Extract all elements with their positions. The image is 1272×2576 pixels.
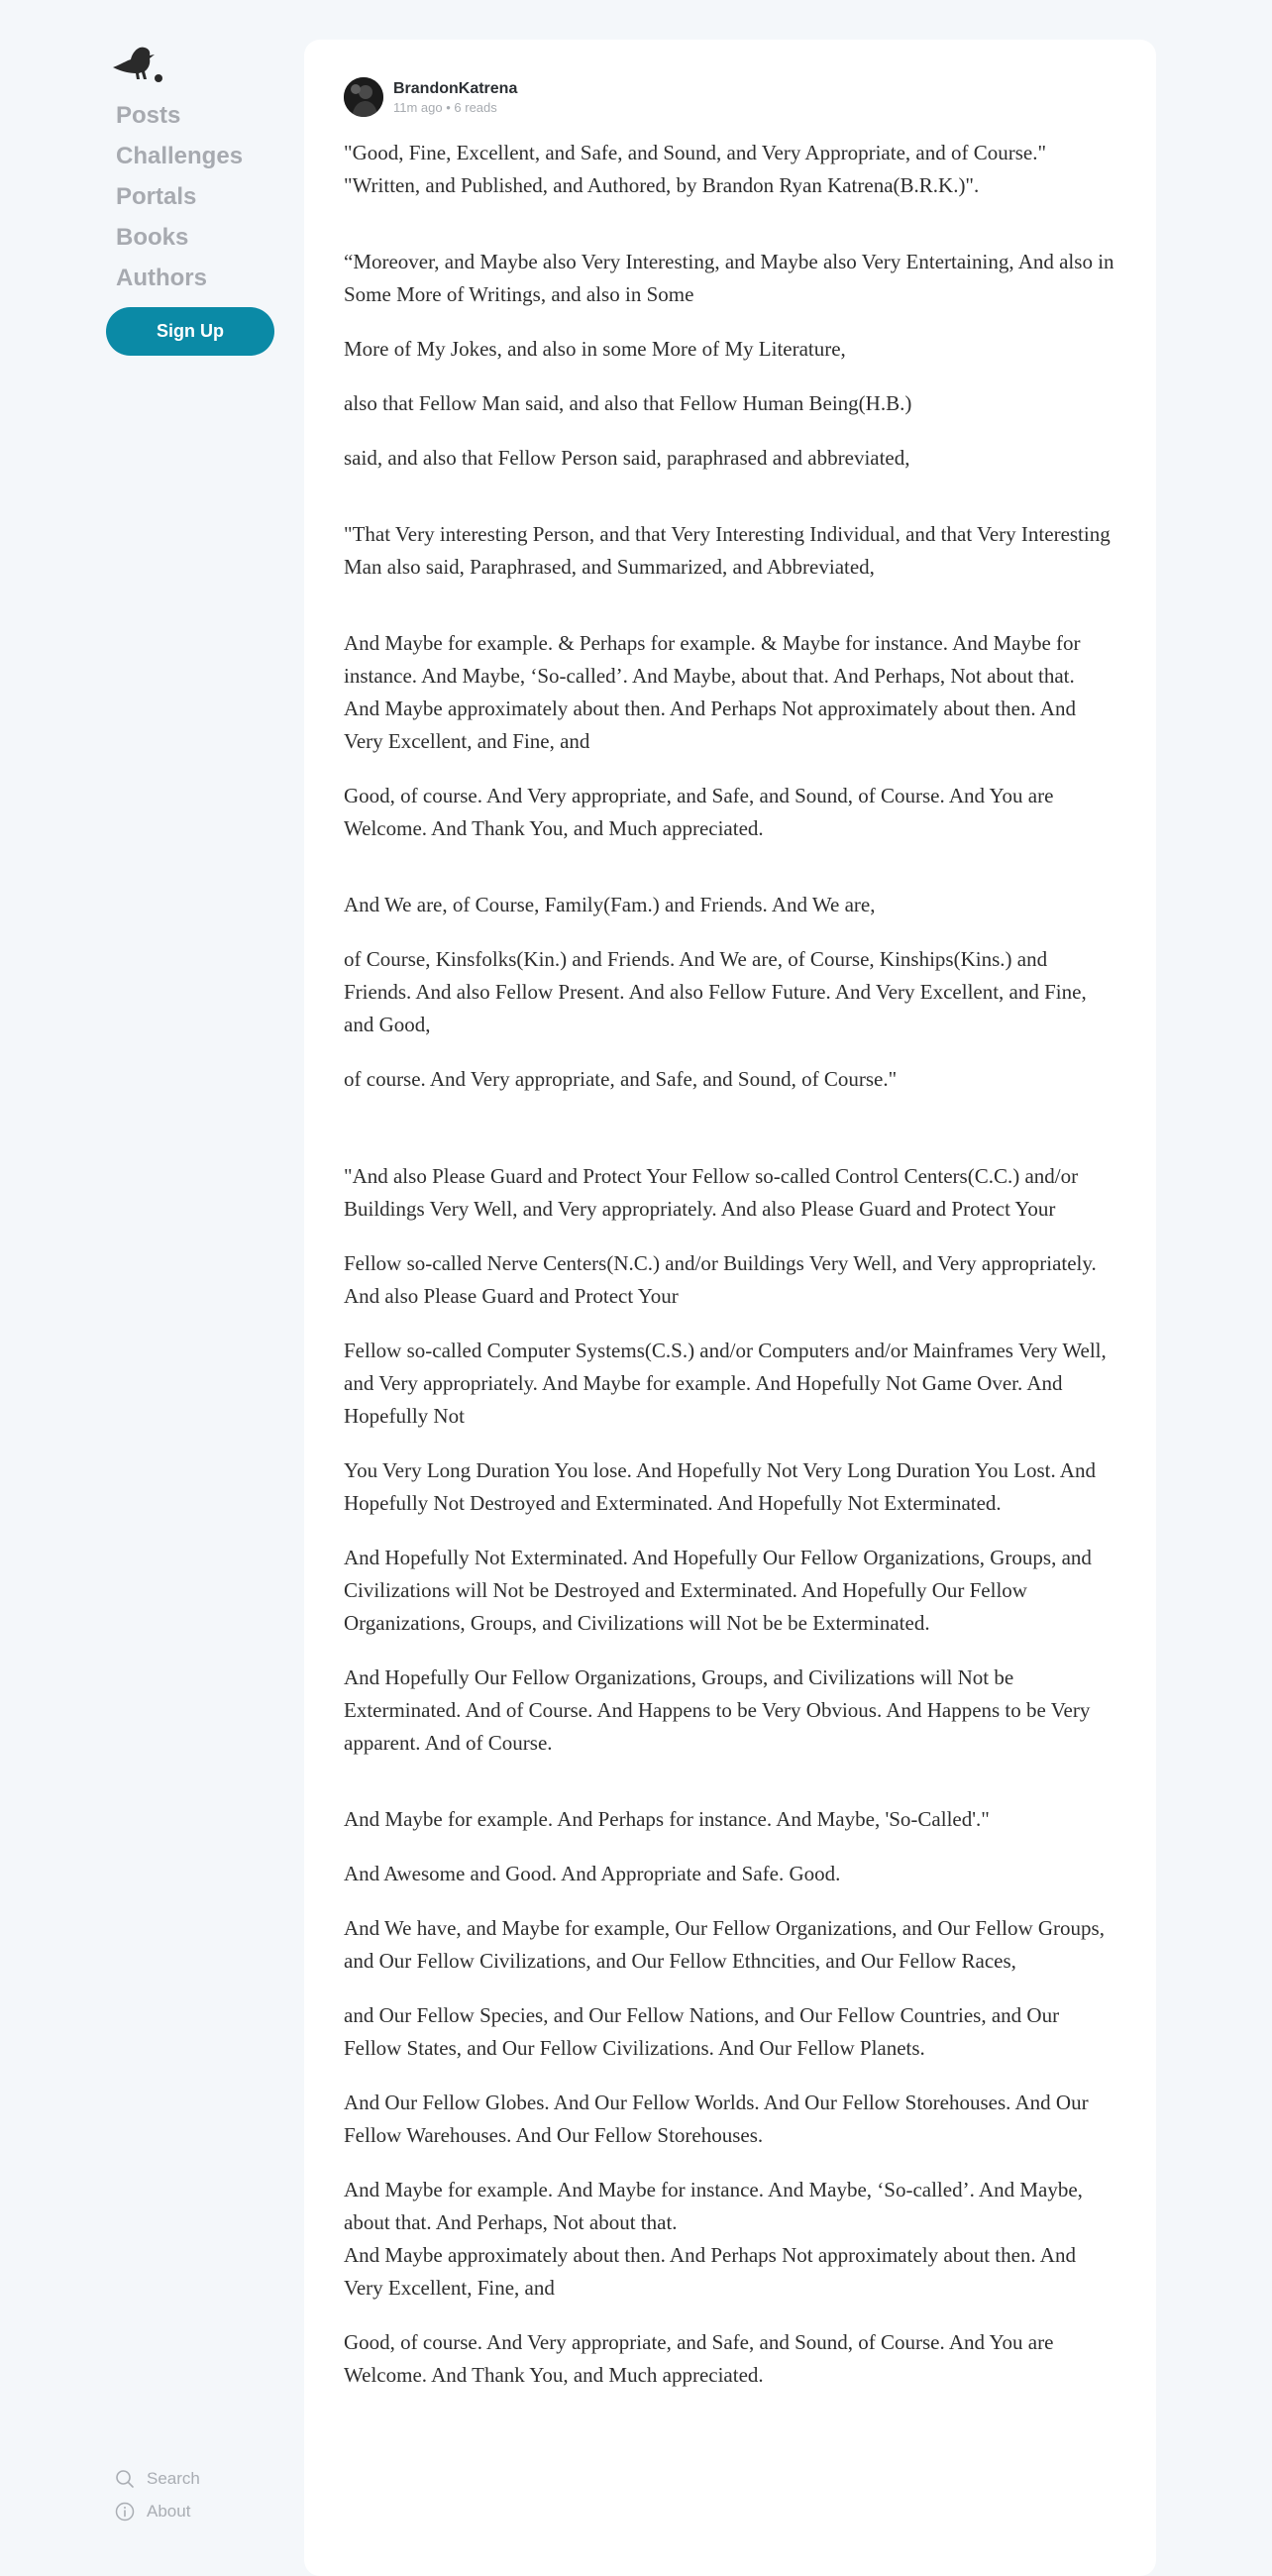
main-nav — [116, 95, 243, 298]
post-paragraph: And Maybe for example. And Maybe for instance. And Maybe, ‘So-called’. And Maybe, about that. And Perhaps, Not about that. — [344, 2178, 1083, 2234]
post-paragraph: "That Very interesting Person, and that Very Interesting Individual, and that Very Interesting Man also said, Paraphrased, and Summarized, and Abbreviated, — [344, 522, 1111, 579]
post-paragraph: And We have, and Maybe for example, Our Fellow Organizations, and Our Fellow Groups, and Our Fellow Civilizations, and Our Fellow Ethncities, and Our Fellow Races, — [344, 1916, 1105, 1973]
search-link[interactable] — [115, 2462, 200, 2495]
post-paragraph: "Written, and Published, and Authored, by Brandon Ryan Katrena(B.R.K.)". — [344, 173, 980, 197]
post-paragraph: “Moreover, and Maybe also Very Interesting, and Maybe also Very Entertaining, And also in Some More of Writings, and also in Some — [344, 250, 1114, 306]
nav-item-posts[interactable]: Posts — [116, 102, 181, 129]
nav-item-authors[interactable]: Authors — [116, 265, 207, 291]
post-paragraph: And Our Fellow Globes. And Our Fellow Worlds. And Our Fellow Storehouses. And Our Fellow Warehouses. And Our Fellow Storehouses. — [344, 2091, 1089, 2147]
sidebar-footer — [115, 2462, 200, 2527]
post-paragraph: of Course, Kinsfolks(Kin.) and Friends. And We are, of Course, Kinships(Kins.) and Friends. And also Fellow Present. And also Fellow Future. And Very Excellent, and Fine, and Good, — [344, 947, 1087, 1036]
post-paragraph: of course. And Very appropriate, and Safe, and Sound, of Course." — [344, 1067, 898, 1091]
post-paragraph: Good, of course. And Very appropriate, and Safe, and Sound, of Course. And You are Welcome. And Thank You, and Much appreciated. — [344, 2330, 1054, 2387]
post-paragraph: And Hopefully Not Exterminated. And Hopefully Our Fellow Organizations, Groups, and Civilizations will Not be Destroyed and Exterminated. And Hopefully Our Fellow Organizations, Groups, and Civilizations will Not be be Exterminated. — [344, 1546, 1092, 1635]
info-icon — [115, 2502, 135, 2522]
post-paragraph: And We are, of Course, Family(Fam.) and Friends. And We are, — [344, 893, 876, 916]
nav-item-portals[interactable]: Portals — [116, 183, 197, 210]
sidebar — [0, 0, 297, 2544]
post-paragraph: And Maybe for example. & Perhaps for example. & Maybe for instance. And Maybe for instance. And Maybe, ‘So-called’. And Maybe, about that. And Perhaps, Not about that. — [344, 631, 1081, 688]
post-paragraph: "And also Please Guard and Protect Your Fellow so-called Control Centers(C.C.) and/or Buildings Very Well, and Very appropriately. And also Please Guard and Protect Your — [344, 1164, 1079, 1221]
post-paragraph: And Maybe approximately about then. And Perhaps Not approximately about then. And Very Excellent, Fine, and — [344, 2243, 1076, 2300]
post-meta: 11m ago • 6 reads — [393, 99, 497, 115]
post-paragraph: Fellow so-called Nerve Centers(N.C.) and/or Buildings Very Well, and Very appropriately. And also Please Guard and Protect Your — [344, 1251, 1097, 1308]
about-label: About — [147, 2501, 191, 2521]
post-paragraph: Good, of course. And Very appropriate, and Safe, and Sound, of Course. And You are Welcome. And Thank You, and Much appreciated. — [344, 784, 1054, 840]
post-paragraph: More of My Jokes, and also in some More of My Literature, — [344, 337, 846, 361]
raven-logo-icon[interactable] — [109, 42, 164, 85]
author-name[interactable]: BrandonKatrena — [393, 79, 518, 97]
about-link[interactable] — [115, 2495, 200, 2527]
author-header — [344, 77, 517, 117]
post-paragraph: And Maybe for example. And Perhaps for instance. And Maybe, 'So-Called'." — [344, 1807, 990, 1831]
post-paragraph: said, and also that Fellow Person said, paraphrased and abbreviated, — [344, 446, 910, 470]
post-content — [344, 137, 1118, 2392]
post-paragraph: Fellow so-called Computer Systems(C.S.) and/or Computers and/or Mainframes Very Well, and Very appropriately. And Maybe for example. And Hopefully Not Game Over. And Hopefully Not — [344, 1339, 1107, 1428]
search-label: Search — [147, 2468, 200, 2488]
sign-up-button[interactable]: Sign Up — [106, 307, 274, 356]
avatar-photo-icon — [344, 77, 383, 117]
post-paragraph: You Very Long Duration You lose. And Hopefully Not Very Long Duration You Lost. And Hopefully Not Destroyed and Exterminated. And Hopefully Not Exterminated. — [344, 1458, 1096, 1515]
post-paragraph: apparent. And of Course. — [344, 1731, 553, 1755]
avatar[interactable] — [344, 77, 383, 117]
post-paragraph: "Good, Fine, Excellent, and Safe, and Sound, and Very Appropriate, and of Course." — [344, 141, 1047, 164]
nav-item-challenges[interactable]: Challenges — [116, 143, 244, 169]
search-icon — [115, 2469, 135, 2489]
post-paragraph: And Hopefully Our Fellow Organizations, Groups, and Civilizations will Not be Exterminated. And of Course. And Happens to be Very Obvious. And Happens to be Very — [344, 1665, 1091, 1722]
post-paragraph: And Awesome and Good. And Appropriate and Safe. Good. — [344, 1862, 841, 1885]
post-card — [304, 40, 1156, 2576]
post-paragraph: and Our Fellow Species, and Our Fellow Nations, and Our Fellow Countries, and Our Fellow States, and Our Fellow Civilizations. And Our Fellow Planets. — [344, 2003, 1060, 2060]
post-paragraph: also that Fellow Man said, and also that Fellow Human Being(H.B.) — [344, 391, 912, 415]
nav-item-books[interactable]: Books — [116, 224, 189, 251]
post-paragraph: And Maybe approximately about then. And Perhaps Not approximately about then. And Very Excellent, and Fine, and — [344, 697, 1076, 753]
